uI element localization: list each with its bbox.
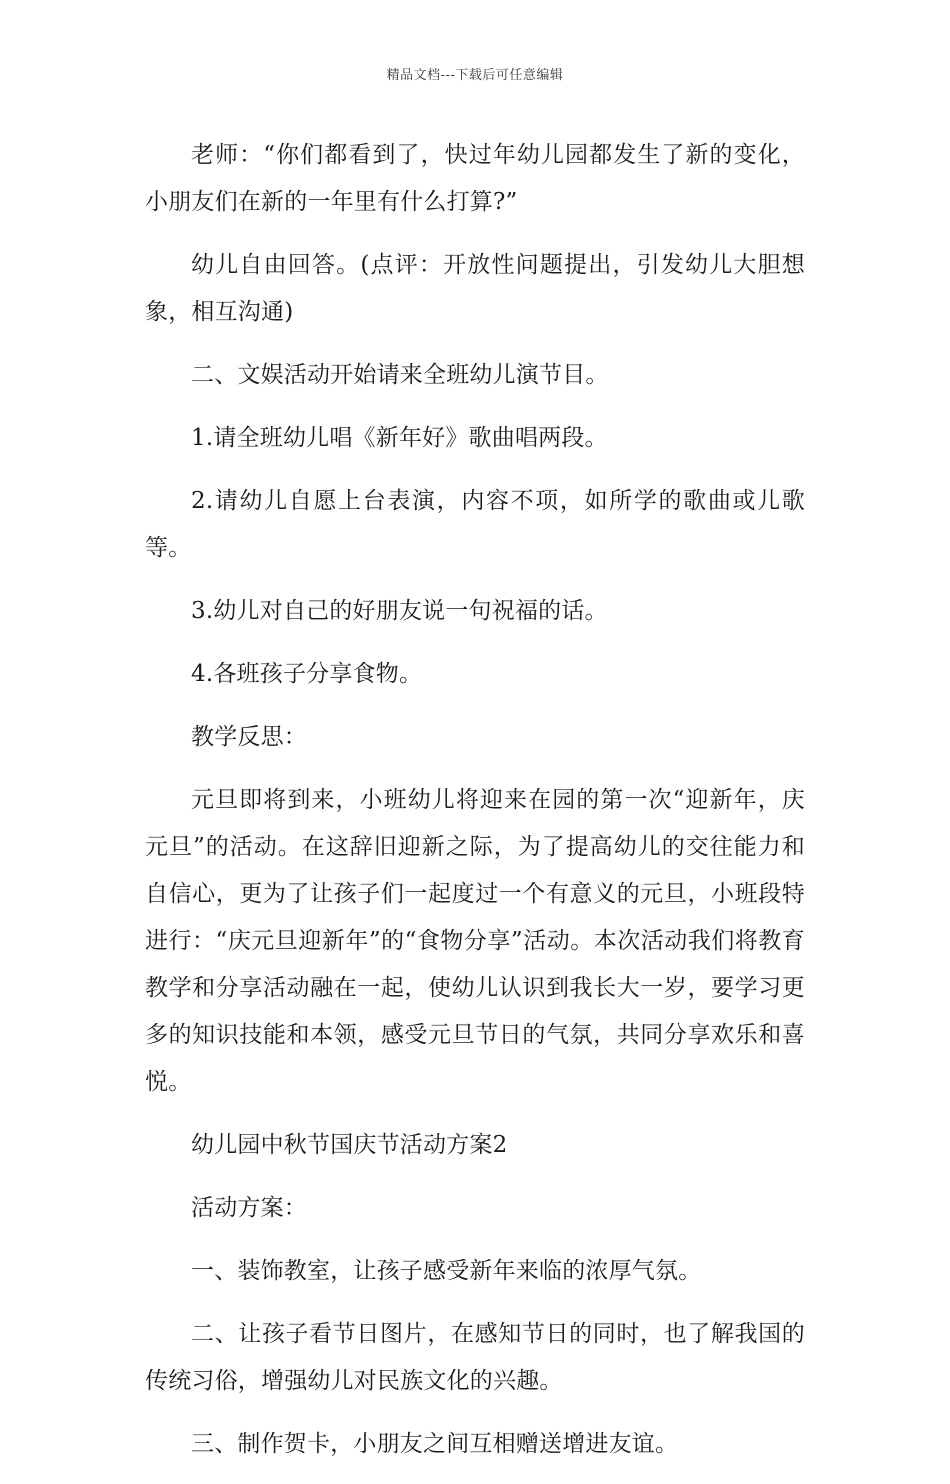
page-header: 精品文档---下载后可任意编辑 bbox=[386, 68, 564, 83]
paragraph: 老师：“你们都看到了，快过年幼儿园都发生了新的变化，小朋友们在新的一年里有什么打算?” bbox=[145, 142, 805, 215]
list-item: 3.幼儿对自己的好朋友说一句祝福的话。 bbox=[191, 598, 608, 624]
section-heading: 教学反思： bbox=[191, 724, 307, 750]
list-item: 1.请全班幼儿唱《新年好》歌曲唱两段。 bbox=[191, 425, 608, 451]
list-item: 三、制作贺卡，小朋友之间互相赠送增进友谊。 bbox=[191, 1431, 679, 1457]
list-item: 一、装饰教室，让孩子感受新年来临的浓厚气氛。 bbox=[191, 1258, 702, 1284]
list-item: 2.请幼儿自愿上台表演，内容不项，如所学的歌曲或儿歌等。 bbox=[145, 488, 805, 561]
section-heading: 活动方案： bbox=[191, 1195, 307, 1221]
list-item: 二、让孩子看节日图片，在感知节日的同时，也了解我国的传统习俗，增强幼儿对民族文化的兴趣。 bbox=[145, 1321, 805, 1394]
list-item: 4.各班孩子分享食物。 bbox=[191, 661, 423, 687]
paragraph: 元旦即将到来，小班幼儿将迎来在园的第一次“迎新年，庆元旦”的活动。在这辞旧迎新之际，为了提高幼儿的交往能力和自信心，更为了让孩子们一起度过一个有意义的元旦，小班段特进行：“庆元旦迎新年”的“食物分享”活动。本次活动我们将教育教学和分享活动融在一起，使幼儿认识到我长大一岁，要学习更多的知识技能和本领，感受元旦节日的气氛，共同分享欢乐和喜悦。 bbox=[145, 787, 805, 1095]
paragraph: 幼儿自由回答。(点评：开放性问题提出，引发幼儿大胆想象，相互沟通) bbox=[145, 252, 805, 325]
section-heading: 二、文娱活动开始请来全班幼儿演节目。 bbox=[191, 362, 609, 388]
document-body bbox=[145, 132, 805, 1484]
document-subtitle: 幼儿园中秋节国庆节活动方案2 bbox=[191, 1132, 508, 1158]
